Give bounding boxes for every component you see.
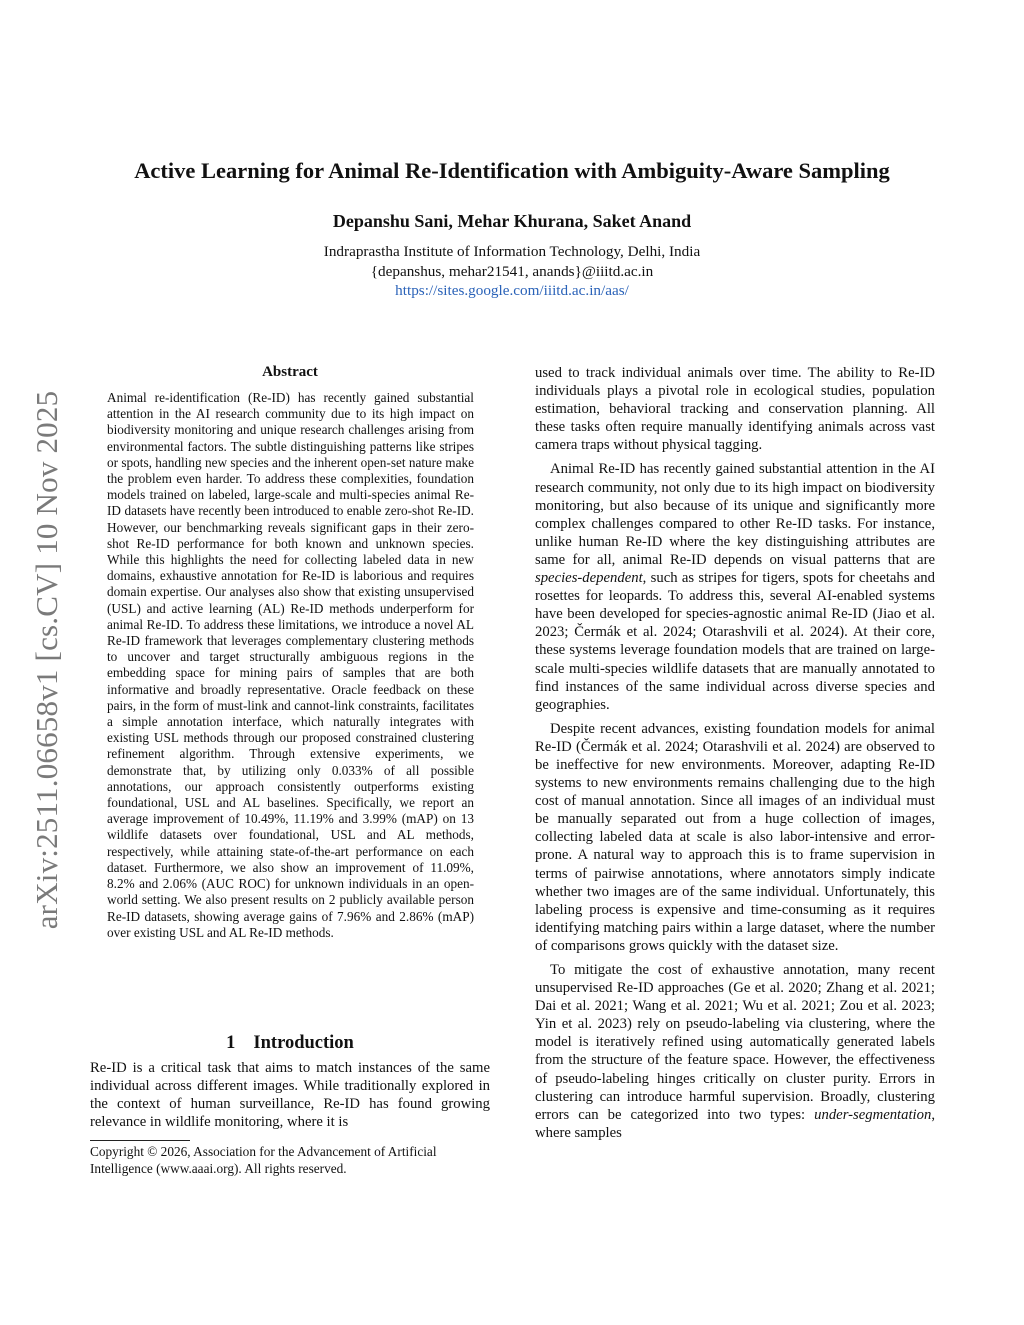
introduction-heading: [90, 1033, 490, 1054]
affiliation-block: [0, 242, 1024, 301]
introduction-paragraph-left: Re-ID is a critical task that aims to match instances of the same individual across different images. While traditionally explored in the context of human surveillance, Re-ID has found growing relevance in wildlife monitoring, where it is: [90, 1060, 490, 1131]
section-title: Introduction: [253, 1033, 354, 1053]
intro-paragraph-1: used to track individual animals over time. The ability to Re-ID individuals plays a pivotal role in ecological studies, population estimation, behavioral tracking and conservation planning. All these tasks often require manually identifying animals across vast camera traps without physical tagging.: [535, 365, 935, 454]
author-emails: {depanshus, mehar21541, anands}@iiitd.ac.in: [370, 262, 654, 280]
intro-paragraph-3: Despite recent advances, existing foundation models for animal Re-ID (Čermák et al. 2024; Otarashvili et al. 2024) are observed to be ineffective for new environments. Moreover, adapting Re-ID systems to new environments remains challenging due to the high cost of manual annotation. Since all images of an individual must be manually separated out from a huge collection of images, collecting labeled data at scale is also labor-intensive and error-prone. A natural way to approach this is to frame supervision in terms of pairwise annotations, where annotators simply indicate whether two images are of the same individual. Unfortunately, this labeling process is expensive and time-consuming as it requires identifying matching pairs within a large dataset, where the number of comparisons grows quickly with the dataset size.: [535, 720, 935, 954]
section-number: 1: [226, 1033, 236, 1053]
affiliation: Indraprastha Institute of Information Technology, Delhi, India: [323, 243, 701, 260]
arxiv-sidebar-stamp: arXiv:2511.06658v1 [cs.CV] 10 Nov 2025: [29, 390, 64, 930]
abstract-text: Animal re-identification (Re-ID) has recently gained substantial attention in the AI research community due to its high impact on biodiversity monitoring and unique research challenges arising from environmental factors. The subtle distinguishing patterns like stripes or spots, handling new species and the inherent open-set nature make the problem even harder. To address these complexities, foundation models trained on labeled, large-scale and multi-species animal Re-ID datasets have recently been introduced to enable zero-shot Re-ID. However, our benchmarking reveals significant gaps in their zero-shot Re-ID performance for both known and unknown species. While this highlights the need for collecting labeled data in new domains, exhaustive annotation for Re-ID is laborious and requires domain expertise. Our analyses also show that existing unsupervised (USL) and active learning (AL) Re-ID methods underperform for animal Re-ID. To address these limitations, we introduce a novel AL Re-ID framework that leverages complementary clustering methods to uncover and target structurally ambiguous regions in the embedding space for mining pairs of samples that are both informative and broadly representative. Oracle feedback on these pairs, in the form of must-link and cannot-link constraints, facilitates a simple annotation interface, which naturally integrates with existing USL methods through our proposed constrained clustering refinement algorithm. Through extensive experiments, we demonstrate that, by utilizing only 0.033% of all possible annotations, our approach consistently outperforms existing foundational, USL and AL baselines. Specifically, we report an average improvement of 10.49%, 11.19% and 3.99% (mAP) on 13 wildlife datasets over foundational, USL and AL methods, respectively, while attaining state-of-the-art performance on each dataset. Furthermore, we also show an improvement of 11.09%, 8.2% and 2.06% (AUC ROC) for unknown individuals in an open-world setting. We also present results on 2 publicly available person Re-ID datasets, showing average gains of 7.96% and 2.86% (mAP) over existing USL and AL Re-ID methods.: [107, 390, 474, 940]
right-column: [535, 364, 935, 1148]
intro-paragraph-2: Animal Re-ID has recently gained substantial attention in the AI research community, not only due to its high impact on biodiversity monitoring, but also because of its unique and significantly more complex challenges compared to other Re-ID tasks. For instance, unlike human Re-ID where the key distinguishing attributes are same for all, animal Re-ID depends on visual patterns that are species-dependent, such as stripes for tigers, spots for cheetahs and rosettes for leopards. To address this, several AI-enabled systems have been developed for species-agnostic animal Re-ID (Jiao et al. 2023; Čermák et al. 2024; Otarashvili et al. 2024). At their core, these systems leverage foundation models that are trained on large-scale multi-species wildlife datasets that are manually annotated to find instances of the same individual across diverse species and geographies.: [535, 461, 935, 713]
author-list: Depanshu Sani, Mehar Khurana, Saket Anand: [332, 211, 692, 231]
emphasis-under-segmentation: under-segmentation: [814, 1106, 932, 1123]
project-url-link[interactable]: https://sites.google.com/iiitd.ac.in/aas/: [395, 282, 629, 299]
intro-paragraph-4: To mitigate the cost of exhaustive annotation, many recent unsupervised Re-ID approaches (Ge et al. 2020; Zhang et al. 2021; Dai et al. 2021; Wang et al. 2021; Wu et al. 2021; Zou et al. 2023; Yin et al. 2023) rely on pseudo-labeling via clustering, where the model is iteratively refined using automatically generated labels from the structure of the feature space. However, the effectiveness of pseudo-labeling hinges critically on cluster purity. Errors in clustering can introduce harmful supervision. Broadly, clustering errors can be categorized into two types: under-segmentation, where samples: [535, 962, 935, 1141]
footnote-divider: [90, 1140, 190, 1141]
paper-title: Active Learning for Animal Re-Identification with Ambiguity-Aware Sampling: [134, 158, 890, 183]
copyright-footnote: Copyright © 2026, Association for the Advancement of Artificial Intelligence (www.aaai.org). All rights reserved.: [90, 1144, 437, 1176]
abstract-heading: Abstract: [262, 364, 318, 380]
emphasis-species-dependent: species-dependent: [535, 570, 643, 587]
